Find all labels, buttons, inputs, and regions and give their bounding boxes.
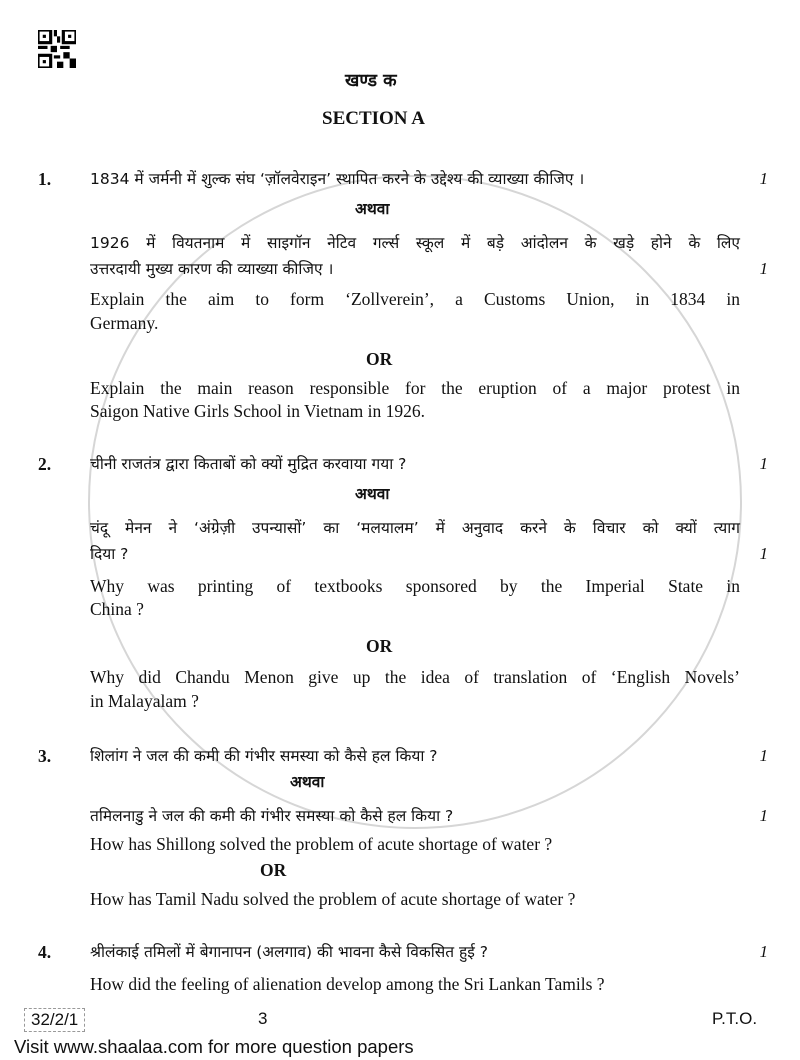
question-1 (38, 168, 768, 190)
page-number: 3 (258, 1009, 268, 1028)
question-hindi-alt: तमिलनाडु ने जल की कमी की गंभीर समस्या को कैसे हल किया ? (90, 807, 454, 825)
question-hindi: चीनी राजतंत्र द्वारा किताबों को क्यों मुद्रित करवाया गया ? (90, 455, 407, 473)
question-hindi-alt: 1926 में वियतनाम में साइगॉन नेटिव गर्ल्स स्कूल में बड़े आंदोलन के खड़े होने के लिए (90, 234, 740, 252)
visit-link[interactable]: Visit www.shaalaa.com for more question papers (14, 1036, 414, 1057)
marks: 1 (759, 544, 768, 563)
question-english: Why was printing of textbooks sponsored by the Imperial State in (90, 576, 740, 596)
question-number: 2. (38, 454, 52, 474)
question-english-alt: Why did Chandu Menon give up the idea of translation of ‘English Novels’ (90, 667, 740, 687)
question-hindi-alt: दिया ? (90, 545, 129, 563)
question-english: How has Shillong solved the problem of acute shortage of water ? (90, 834, 553, 854)
or-label: OR (260, 860, 287, 880)
pto-label: P.T.O. (712, 1009, 758, 1028)
marks: 1 (759, 169, 768, 188)
question-hindi-alt: चंदू मेनन ने ‘अंग्रेज़ी उपन्यासों’ का ‘मलयालम’ में अनुवाद करने के विचार को क्यों त्याग (90, 519, 740, 537)
question-english: Explain the aim to form ‘Zollverein’, a Customs Union, in 1834 in (90, 289, 740, 309)
question-4 (38, 941, 768, 963)
section-heading: SECTION A (322, 108, 425, 129)
athva-label: अथवा (355, 200, 390, 218)
question-hindi: शिलांग ने जल की कमी की गंभीर समस्या को कैसे हल किया ? (90, 747, 438, 765)
marks: 1 (759, 806, 768, 825)
question-number: 1. (38, 169, 52, 189)
or-label: OR (366, 349, 393, 369)
question-english: How did the feeling of alienation develop among the Sri Lankan Tamils ? (90, 974, 605, 994)
footer (0, 1008, 800, 1032)
paper-code: 32/2/1 (24, 1008, 85, 1032)
question-number: 4. (38, 942, 52, 962)
or-label: OR (366, 636, 393, 656)
question-hindi: 1834 में जर्मनी में शुल्क संघ ‘ज़ॉलवेराइन’ स्थापित करने के उद्देश्य की व्याख्या कीजिए । (90, 170, 585, 188)
question-english-alt: Explain the main reason responsible for the eruption of a major protest in (90, 378, 740, 398)
question-english-alt: in Malayalam ? (90, 691, 199, 711)
question-hindi: श्रीलंकाई तमिलों में बेगानापन (अलगाव) की भावना कैसे विकसित हुई ? (90, 943, 489, 961)
section-heading-hindi: खण्ड क (345, 71, 397, 91)
question-2 (38, 453, 768, 475)
question-hindi-alt: उत्तरदायी मुख्य कारण की व्याख्या कीजिए । (90, 260, 334, 278)
marks: 1 (759, 746, 768, 765)
question-english-alt: How has Tamil Nadu solved the problem of acute shortage of water ? (90, 889, 576, 909)
marks: 1 (759, 942, 768, 961)
question-number: 3. (38, 746, 52, 766)
marks: 1 (759, 454, 768, 473)
athva-label: अथवा (290, 773, 325, 791)
marks: 1 (759, 259, 768, 278)
question-english: Germany. (90, 313, 159, 333)
athva-label: अथवा (355, 485, 390, 503)
question-3 (38, 745, 768, 767)
question-english-alt: Saigon Native Girls School in Vietnam in 1926. (90, 401, 425, 421)
question-english: China ? (90, 599, 144, 619)
